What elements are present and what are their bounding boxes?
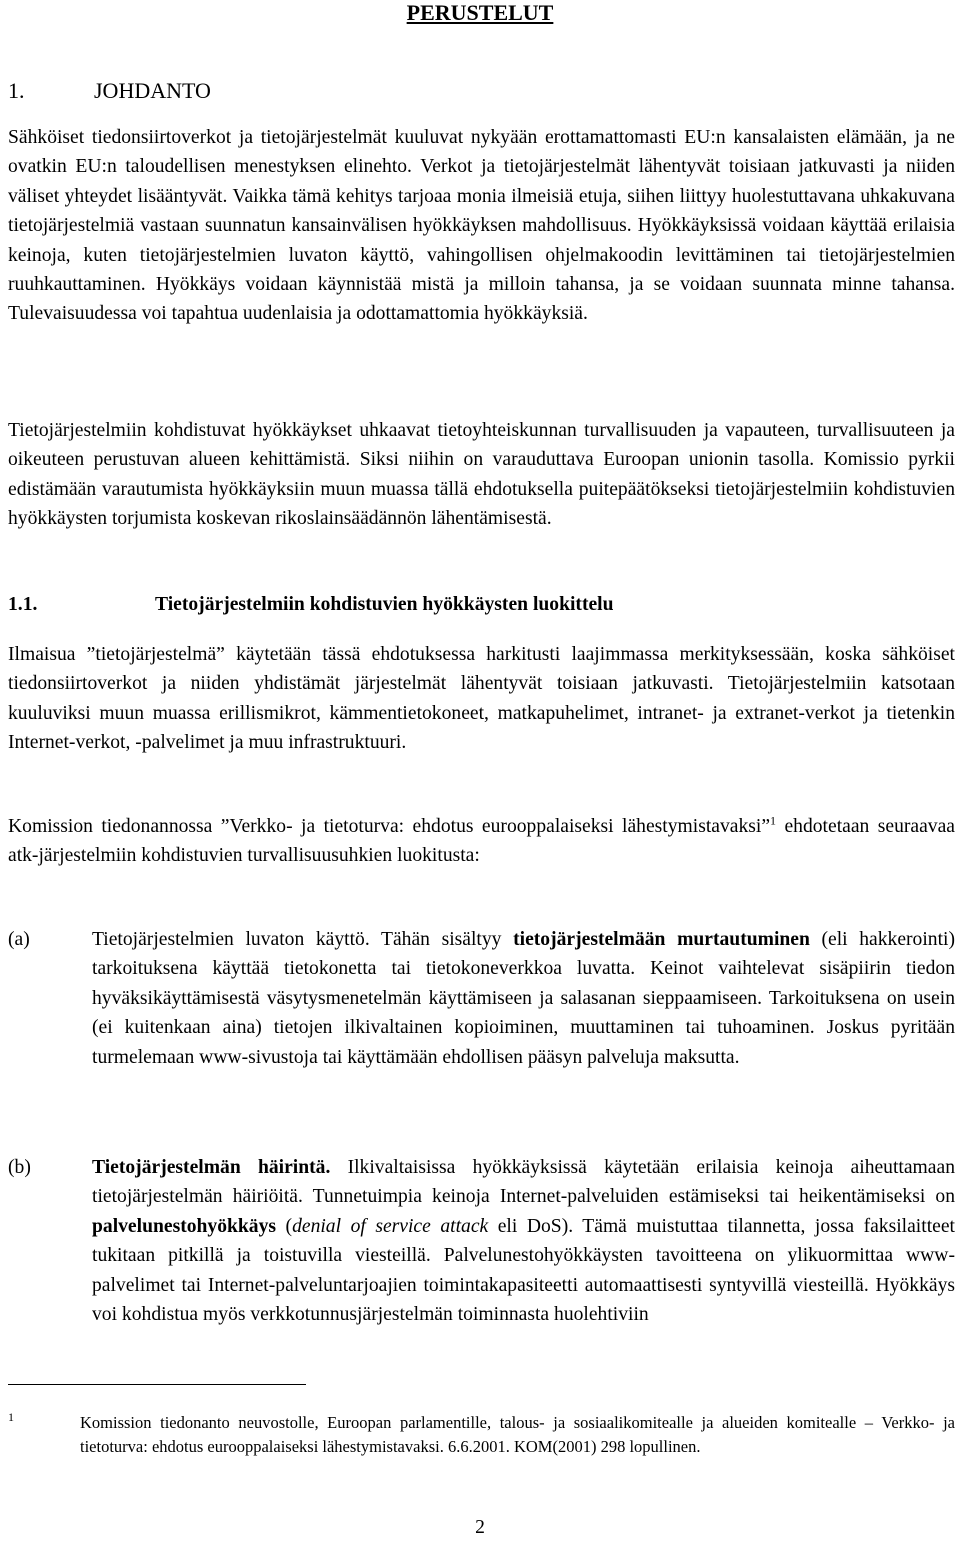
list-item-b bbox=[8, 1153, 955, 1329]
item-b-text-2: ( bbox=[276, 1215, 293, 1237]
list-item-label: (b) bbox=[8, 1157, 31, 1178]
section-title: JOHDANTO bbox=[94, 78, 211, 103]
item-a-bold-term: tietojärjestelmään murtautuminen bbox=[513, 929, 810, 950]
subsection-title: Tietojärjestelmiin kohdistuvien hyökkäysten luokittelu bbox=[155, 594, 614, 615]
item-b-italic-term: denial of service attack bbox=[292, 1215, 489, 1237]
paragraph-definition: Ilmaisua ”tietojärjestelmä” käytetään tässä ehdotuksessa harkitusti laajimmassa merkityksessään, koska sähköiset tiedonsiirtoverkot ja niiden yhdistämät järjestelmät lähentyvät toisiaan jatkuvasti. Tietojärjestelmiin katsotaan kuuluviksi muun muassa erillismikrot, kämmentietokoneet, matkapuhelimet, intranet- ja extranet-verkot ja tietenkin Internet-verkot, -palvelimet ja muu infrastruktuuri. bbox=[8, 644, 955, 754]
paragraph-communication-text-b: ehdotetaan seuraavaa atk-järjestelmiin kohdistuvien turvallisuusuhkien luokitusta: bbox=[8, 816, 955, 867]
paragraph-communication bbox=[8, 812, 955, 871]
paragraph-communication-text-a: Komission tiedonannossa ”Verkko- ja tietoturva: ehdotus eurooppalaiseksi lähestymistavaksi” bbox=[8, 816, 771, 837]
list-item-body bbox=[92, 925, 955, 1072]
footnote-text: Komission tiedonanto neuvostolle, Euroopan parlamentille, talous- ja sosiaalikomitealle ja alueiden komitealle – Verkko- ja tietoturva: ehdotus eurooppalaiseksi lähestymistavaksi. 6.6.2001. KOM(2001) 298 lopullinen. bbox=[80, 1413, 955, 1456]
item-b-bold-term-2: palvelunestohyökkäys bbox=[92, 1215, 277, 1237]
item-a-text-2: (eli hakkerointi) tarkoituksena käyttää tietokonetta tai tietokoneverkkoa luvatta. Keinot vaihtelevat sisäpiirin tiedon hyväksikäyttämisestä väsytysmenetelmän käyttämiseen ja salasanan sieppaamiseen. Tarkoituksena on usein (ei kuitenkaan aina) tietojen ilkivaltainen kopioiminen, muuttaminen tai tuhoaminen. Joskus pyritään turmelemaan www-sivustoja tai käyttämään ehdollisen pääsyn palveluja maksutta. bbox=[92, 929, 956, 1068]
subsection-heading-classification bbox=[8, 590, 614, 619]
section-number: 1. bbox=[8, 78, 25, 103]
footnote-reference: 1 bbox=[770, 813, 777, 828]
paragraph-threats: Tietojärjestelmiin kohdistuvat hyökkäykset uhkaavat tietoyhteiskunnan turvallisuuden ja vapauteen, turvallisuuteen ja oikeuteen perustuvan alueen kehittämistä. Siksi niihin on varauduttava Euroopan unionin tasolla. Komissio pyrkii edistämään varautumista hyökkäyksiin muun muassa tällä ehdotuksella puitepäätökseksi tietojärjestelmiin kohdistuvien hyökkäysten torjumista koskevan rikoslainsäädännön lähentämisestä. bbox=[8, 420, 955, 530]
list-item-body bbox=[92, 1153, 955, 1329]
list-item-a bbox=[8, 925, 955, 1072]
item-b-bold-term: Tietojärjestelmän häirintä. bbox=[92, 1157, 331, 1178]
item-a-text-1: Tietojärjestelmien luvaton käyttö. Tähän sisältyy bbox=[92, 929, 514, 950]
list-item-label: (a) bbox=[8, 929, 30, 950]
subsection-number: 1.1. bbox=[8, 594, 38, 615]
paragraph-intro: Sähköiset tiedonsiirtoverkot ja tietojärjestelmät kuuluvat nykyään erottamattomasti EU:n kansalaisten elämään, ja ne ovatkin EU:n taloudellisen menestyksen elinehto. Verkot ja tietojärjestelmät lähentyvät toisiaan jatkuvasti ja niiden väliset yhteydet lisääntyvät. Vaikka tämä kehitys tarjoaa monia ilmeisiä etuja, siihen liittyy huolestuttavana uhkakuvana tietojärjestelmiä vastaan suunnatun kansainvälisen hyökkäyksen mahdollisuus. Hyökkäyksissä voidaan käyttää erilaisia keinoja, kuten tietojärjestelmien luvaton käyttö, vahingollisen ohjelmakoodin levittäminen tai tietojärjestelmien ruuhkauttaminen. Hyökkäys voidaan käynnistää mistä ja milloin tahansa, ja se voidaan suunnata minne tahansa. Tulevaisuudessa voi tapahtua uudenlaisia ja odottamattomia hyökkäyksiä. bbox=[8, 127, 955, 325]
document-title: PERUSTELUT bbox=[406, 0, 554, 25]
item-b-text-1: Ilkivaltaisissa hyökkäyksissä käytetään erilaisia keinoja aiheuttamaan tietojärjestelmän häiriöitä. Tunnetuimpia keinoja Internet-palveluiden estämiseksi tai heikentämiseksi on bbox=[92, 1157, 955, 1208]
footnote-mark: 1 bbox=[8, 1410, 14, 1424]
page-number: 2 bbox=[475, 1517, 485, 1538]
section-heading-johdanto bbox=[8, 78, 211, 104]
item-b-text-3: eli DoS). Tämä muistuttaa tilannetta, jossa faksilaitteet tukitaan pitkillä ja toistuvilla viesteillä. Palvelunestohyökkäysten tavoitteena on ylikuormittaa www-palvelimet tai Internet-palveluntarjoajien toimintakapasiteetti automaattisesti syntyvillä viesteillä. Hyökkäys voi kohdistua myös verkkotunnusjärjestelmän toiminnasta huolehtiviin bbox=[92, 1215, 955, 1326]
footnote bbox=[8, 1411, 955, 1459]
footnote-divider bbox=[8, 1384, 306, 1385]
